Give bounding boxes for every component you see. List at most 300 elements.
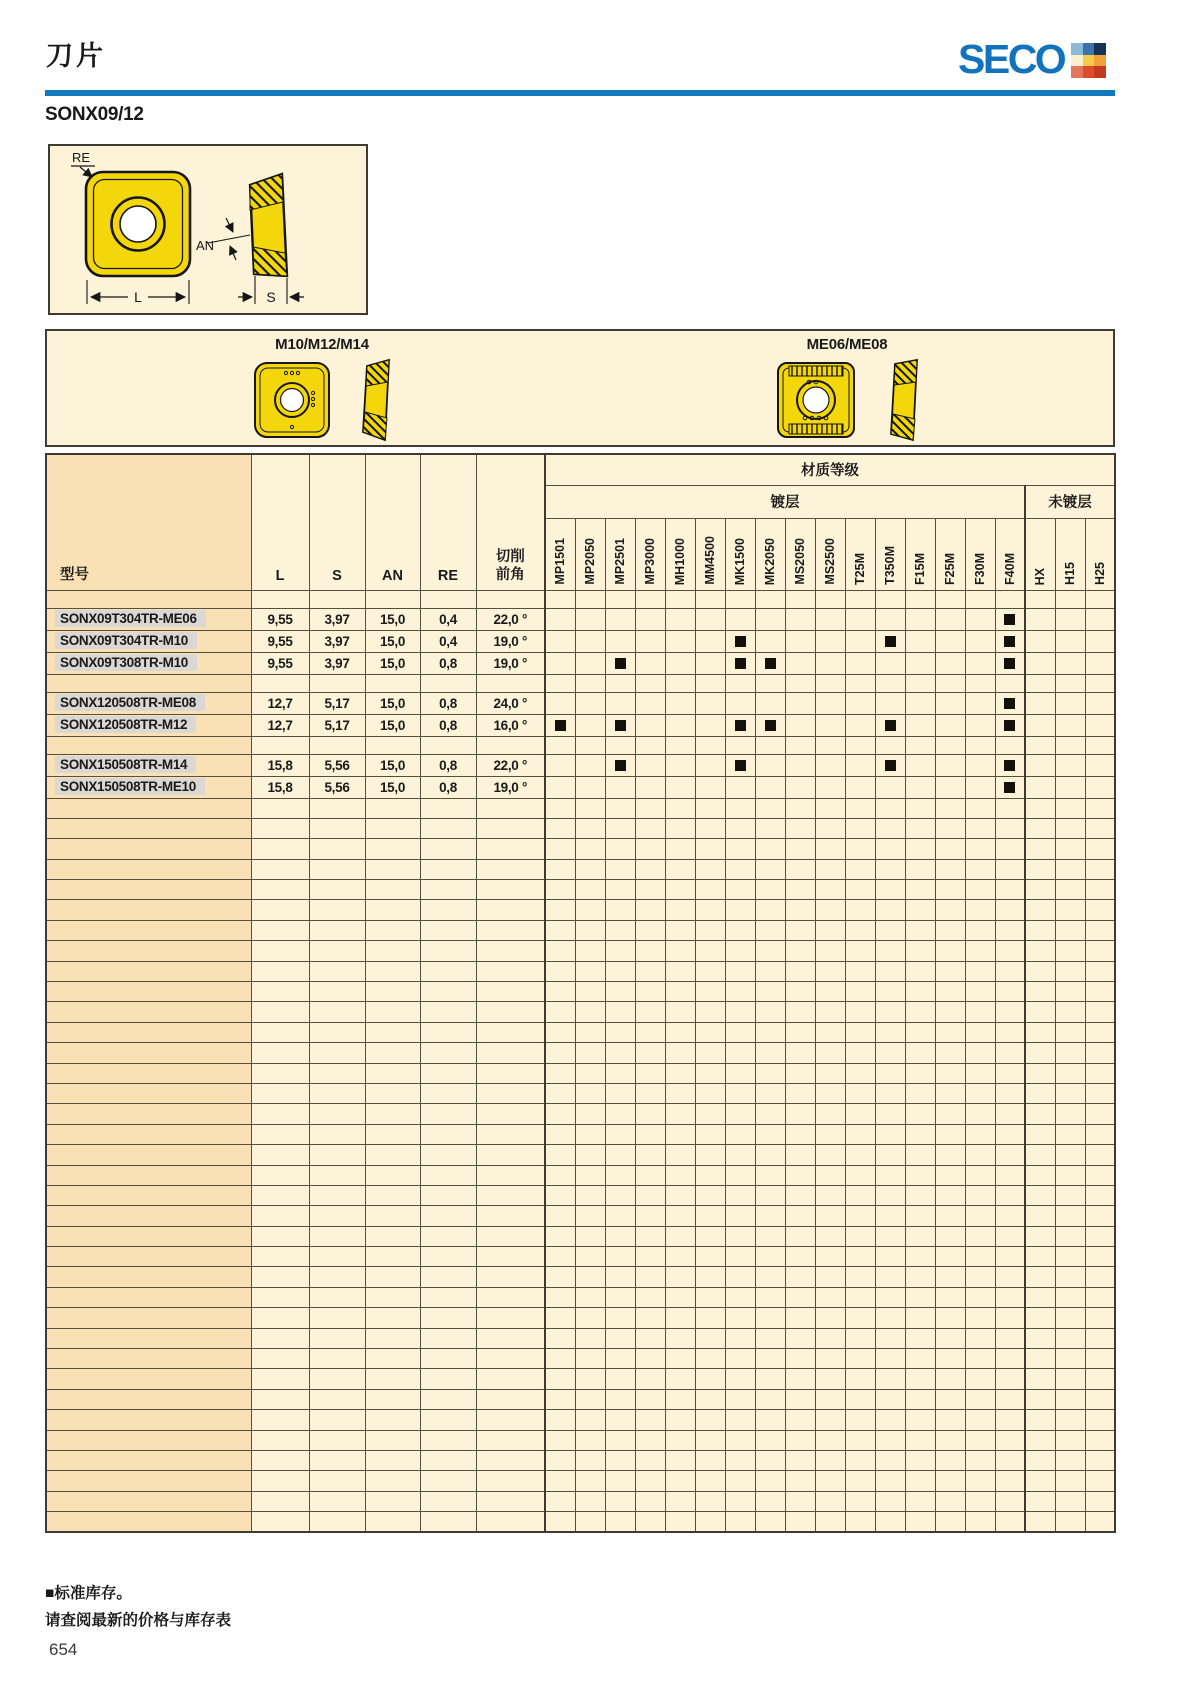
table-row [46, 608, 1115, 630]
page-title: 刀片 [46, 41, 106, 71]
grade-stock-cell [845, 652, 875, 674]
grade-stock-cell [905, 608, 935, 630]
empty-row [46, 1145, 1115, 1165]
column-header-l: L [251, 454, 309, 590]
grade-stock-cell [755, 652, 785, 674]
empty-row [46, 1043, 1115, 1063]
grade-stock-cell [995, 608, 1025, 630]
grade-stock-cell [605, 692, 635, 714]
grade-stock-cell [845, 608, 875, 630]
grade-stock-cell [1055, 630, 1085, 652]
grade-stock-cell [695, 714, 725, 736]
grade-stock-cell [695, 754, 725, 776]
grade-column-header [575, 518, 605, 590]
grade-stock-cell [815, 652, 845, 674]
empty-row [46, 1267, 1115, 1287]
table-row [46, 776, 1115, 798]
empty-row [46, 1022, 1115, 1042]
banner-label-m: M10/M12/M14 [275, 336, 369, 353]
empty-row [46, 1165, 1115, 1185]
grade-stock-cell [995, 714, 1025, 736]
grade-label: T350M [883, 546, 897, 585]
grade-stock-cell [905, 754, 935, 776]
grade-stock-cell [815, 776, 845, 798]
value-cell-s: 3,97 [309, 630, 365, 652]
grade-stock-cell [965, 608, 995, 630]
grade-stock-cell [755, 714, 785, 736]
stock-marker [885, 760, 896, 771]
grade-stock-cell [1055, 608, 1085, 630]
model-cell [46, 776, 251, 798]
grade-stock-cell [1085, 630, 1115, 652]
grade-label: HX [1033, 567, 1048, 585]
grade-stock-cell [905, 692, 935, 714]
rake-header-line1: 切削 [495, 548, 525, 565]
grade-stock-cell [635, 754, 665, 776]
value-cell-an: 15,0 [365, 652, 420, 674]
model-label: SONX150508TR-M14 [55, 756, 196, 773]
grade-stock-cell [575, 754, 605, 776]
uncoated-group-header: 未镀层 [1025, 485, 1115, 518]
empty-row [46, 818, 1115, 838]
grade-label: H15 [1063, 562, 1077, 585]
empty-row [46, 1512, 1115, 1532]
logo-mark-square [1094, 43, 1106, 55]
empty-row [46, 1471, 1115, 1491]
grade-stock-cell [785, 608, 815, 630]
m-insert-front-icon [253, 360, 331, 440]
grade-stock-cell [785, 652, 815, 674]
stock-marker [1004, 658, 1015, 669]
page-number: 654 [49, 1640, 78, 1659]
column-header-s: S [309, 454, 365, 590]
insert-side-view [250, 174, 287, 276]
value-cell-an: 15,0 [365, 714, 420, 736]
grade-label: H25 [1092, 562, 1107, 585]
stock-marker [765, 658, 776, 669]
grade-stock-cell [935, 608, 965, 630]
grade-stock-cell [1085, 608, 1115, 630]
grade-stock-cell [725, 630, 755, 652]
model-cell [46, 608, 251, 630]
grade-label: MP2050 [583, 538, 597, 585]
empty-row [46, 1349, 1115, 1369]
grade-stock-cell [635, 692, 665, 714]
s-label: S [266, 289, 276, 305]
empty-row [46, 1389, 1115, 1409]
grade-column-header [755, 518, 785, 590]
grade-stock-cell [1025, 652, 1055, 674]
grade-stock-cell [545, 630, 575, 652]
empty-row [46, 1083, 1115, 1103]
grade-column-header [635, 518, 665, 590]
grade-column-header [875, 518, 905, 590]
value-cell-l: 12,7 [251, 714, 309, 736]
empty-row [46, 1308, 1115, 1328]
grade-stock-cell [935, 754, 965, 776]
grade-column-header [905, 518, 935, 590]
logo-mark-square [1094, 55, 1106, 67]
grade-column-header [545, 518, 575, 590]
grade-stock-cell [725, 714, 755, 736]
grade-stock-cell [665, 692, 695, 714]
stock-marker [615, 658, 626, 669]
empty-row [46, 1185, 1115, 1205]
stock-marker [1004, 636, 1015, 647]
grade-stock-cell [965, 714, 995, 736]
grade-column-header [815, 518, 845, 590]
stock-marker [735, 720, 746, 731]
column-header-model: 型号 [46, 454, 251, 590]
empty-row [46, 1287, 1115, 1307]
grade-stock-cell [575, 608, 605, 630]
stock-marker [735, 760, 746, 771]
grade-label: F40M [1002, 553, 1017, 585]
table-row [46, 692, 1115, 714]
seco-logo-text: SECO [958, 36, 1065, 82]
grade-stock-cell [785, 754, 815, 776]
grade-column-header [1085, 518, 1115, 590]
footnote-price-line: 请查阅最新的价格与库存表 [45, 1612, 232, 1629]
grade-stock-cell [905, 776, 935, 798]
grade-stock-cell [575, 692, 605, 714]
grade-stock-cell [845, 776, 875, 798]
grade-stock-cell [1025, 608, 1055, 630]
value-cell-s: 5,56 [309, 776, 365, 798]
grade-stock-cell [935, 776, 965, 798]
grade-stock-cell [995, 692, 1025, 714]
dimension-diagram-svg [50, 146, 366, 313]
grade-stock-cell [635, 652, 665, 674]
grade-stock-cell [935, 652, 965, 674]
section-title: SONX09/12 [45, 104, 144, 125]
banner-group-m [152, 336, 492, 442]
stock-marker [1004, 782, 1015, 793]
grade-stock-cell [935, 630, 965, 652]
grade-stock-cell [575, 714, 605, 736]
grade-column-header [695, 518, 725, 590]
grade-stock-cell [695, 776, 725, 798]
value-cell-rake: 22,0 ° [476, 608, 545, 630]
empty-row [46, 1002, 1115, 1022]
an-label: AN [196, 238, 215, 253]
grade-stock-cell [755, 754, 785, 776]
model-label: SONX120508TR-ME08 [55, 694, 205, 711]
grade-label: MK1500 [733, 537, 747, 585]
grade-stock-cell [815, 630, 845, 652]
empty-row [46, 859, 1115, 879]
banner-label-me: ME06/ME08 [806, 336, 888, 353]
grade-label: F15M [913, 553, 927, 585]
value-cell-re: 0,8 [420, 776, 476, 798]
logo-mark-square [1083, 55, 1095, 67]
logo-mark-square [1083, 43, 1095, 55]
rake-header-line2: 前角 [495, 566, 525, 583]
grade-stock-cell [785, 714, 815, 736]
grade-column-header [935, 518, 965, 590]
grade-column-header [665, 518, 695, 590]
grade-stock-cell [605, 630, 635, 652]
grade-stock-cell [1025, 776, 1055, 798]
logo-mark-square [1071, 43, 1083, 55]
grade-label: MP2501 [613, 538, 627, 585]
logo-mark-square [1083, 66, 1095, 78]
grade-stock-cell [545, 776, 575, 798]
grade-stock-cell [965, 630, 995, 652]
grade-label: MS2050 [793, 538, 807, 585]
grade-stock-cell [965, 776, 995, 798]
grade-stock-cell [545, 608, 575, 630]
empty-row [46, 920, 1115, 940]
insert-spec-table [45, 453, 1116, 1533]
value-cell-l: 15,8 [251, 776, 309, 798]
grade-stock-cell [725, 776, 755, 798]
empty-row [46, 1328, 1115, 1348]
table-row [46, 652, 1115, 674]
grade-stock-cell [1025, 692, 1055, 714]
grade-stock-cell [635, 608, 665, 630]
grade-stock-cell [725, 754, 755, 776]
value-cell-rake: 16,0 ° [476, 714, 545, 736]
seco-logo-mark-icon [1071, 43, 1106, 78]
grade-label: MH1000 [673, 537, 687, 585]
grade-stock-cell [1025, 714, 1055, 736]
model-label: SONX09T308TR-M10 [55, 654, 197, 671]
stock-marker [765, 720, 776, 731]
value-cell-re: 0,4 [420, 630, 476, 652]
grade-stock-cell [605, 754, 635, 776]
insert-dimension-diagram [48, 144, 368, 315]
grade-stock-cell [635, 714, 665, 736]
grade-stock-cell [875, 652, 905, 674]
grade-stock-cell [725, 692, 755, 714]
grade-stock-cell [1085, 652, 1115, 674]
grade-stock-cell [845, 692, 875, 714]
spacer-row [46, 736, 1115, 754]
model-label: SONX150508TR-ME10 [55, 778, 205, 795]
coated-group-header: 镀层 [545, 485, 1025, 518]
value-cell-l: 9,55 [251, 608, 309, 630]
model-label: SONX09T304TR-ME06 [55, 610, 206, 627]
spacer-row [46, 674, 1115, 692]
value-cell-s: 3,97 [309, 652, 365, 674]
grade-label: MP3000 [643, 538, 657, 585]
empty-row [46, 1124, 1115, 1144]
grade-stock-cell [875, 714, 905, 736]
stock-marker [1004, 760, 1015, 771]
column-header-re: RE [420, 454, 476, 590]
grade-stock-cell [905, 714, 935, 736]
grade-stock-cell [605, 714, 635, 736]
empty-row [46, 839, 1115, 859]
grade-stock-cell [755, 776, 785, 798]
grade-stock-cell [695, 652, 725, 674]
value-cell-re: 0,8 [420, 652, 476, 674]
empty-row [46, 880, 1115, 900]
l-label: L [134, 289, 142, 305]
column-header-an: AN [365, 454, 420, 590]
stock-marker [885, 636, 896, 647]
value-cell-re: 0,8 [420, 692, 476, 714]
grade-stock-cell [1055, 692, 1085, 714]
value-cell-rake: 19,0 ° [476, 776, 545, 798]
empty-row [46, 1247, 1115, 1267]
grade-stock-cell [875, 692, 905, 714]
grade-group-header: 材质等级 [545, 454, 1115, 485]
grade-label: MP1501 [553, 538, 568, 585]
grade-stock-cell [695, 608, 725, 630]
table-row [46, 754, 1115, 776]
logo-mark-square [1071, 66, 1083, 78]
model-cell [46, 714, 251, 736]
me-insert-side-icon [887, 358, 919, 442]
grade-stock-cell [1025, 754, 1055, 776]
grade-column-header [1025, 518, 1055, 590]
model-label: SONX120508TR-M12 [55, 716, 196, 733]
grade-column-header [605, 518, 635, 590]
value-cell-rake: 22,0 ° [476, 754, 545, 776]
value-cell-an: 15,0 [365, 776, 420, 798]
re-label: RE [72, 150, 91, 165]
grade-stock-cell [1055, 714, 1085, 736]
grade-label: F25M [943, 553, 957, 585]
grade-stock-cell [845, 754, 875, 776]
empty-row [46, 1369, 1115, 1389]
grade-stock-cell [995, 754, 1025, 776]
model-cell [46, 692, 251, 714]
grade-stock-cell [965, 692, 995, 714]
value-cell-s: 5,17 [309, 692, 365, 714]
grade-stock-cell [875, 630, 905, 652]
grade-stock-cell [1055, 754, 1085, 776]
grade-label: T25M [853, 553, 867, 585]
empty-row [46, 798, 1115, 818]
value-cell-re: 0,4 [420, 608, 476, 630]
empty-row [46, 1063, 1115, 1083]
grade-stock-cell [935, 714, 965, 736]
empty-row [46, 1104, 1115, 1124]
grade-stock-cell [665, 608, 695, 630]
value-cell-l: 9,55 [251, 652, 309, 674]
table-row [46, 630, 1115, 652]
grade-stock-cell [1055, 776, 1085, 798]
grade-stock-cell [665, 754, 695, 776]
grade-stock-cell [575, 652, 605, 674]
grade-stock-cell [875, 776, 905, 798]
grade-stock-cell [995, 776, 1025, 798]
grade-stock-cell [635, 776, 665, 798]
grade-stock-cell [845, 714, 875, 736]
me-insert-front-icon [775, 360, 857, 440]
grade-column-header [1055, 518, 1085, 590]
stock-marker [615, 720, 626, 731]
grade-stock-cell [785, 776, 815, 798]
insert-variants-banner [45, 329, 1115, 447]
grade-stock-cell [785, 692, 815, 714]
grade-stock-cell [905, 652, 935, 674]
empty-row [46, 982, 1115, 1002]
grade-stock-cell [815, 754, 845, 776]
grade-stock-cell [665, 714, 695, 736]
logo-mark-square [1094, 66, 1106, 78]
model-cell [46, 754, 251, 776]
empty-row [46, 1451, 1115, 1471]
value-cell-s: 3,97 [309, 608, 365, 630]
stock-marker [615, 760, 626, 771]
grade-stock-cell [965, 754, 995, 776]
grade-stock-cell [545, 692, 575, 714]
banner-group-me [677, 336, 1017, 442]
grade-stock-cell [875, 754, 905, 776]
logo-mark-square [1071, 55, 1083, 67]
grade-stock-cell [545, 754, 575, 776]
grade-column-header [845, 518, 875, 590]
model-label: SONX09T304TR-M10 [55, 632, 197, 649]
table-row [46, 714, 1115, 736]
grade-label: MS2500 [823, 538, 837, 585]
value-cell-rake: 24,0 ° [476, 692, 545, 714]
grade-column-header [995, 518, 1025, 590]
grade-stock-cell [605, 776, 635, 798]
empty-row [46, 1410, 1115, 1430]
grade-stock-cell [815, 608, 845, 630]
empty-row [46, 900, 1115, 920]
stock-marker [1004, 614, 1015, 625]
grade-stock-cell [725, 608, 755, 630]
value-cell-l: 15,8 [251, 754, 309, 776]
value-cell-l: 9,55 [251, 630, 309, 652]
grade-stock-cell [1085, 754, 1115, 776]
grade-stock-cell [1085, 692, 1115, 714]
grade-stock-cell [905, 630, 935, 652]
stock-marker [885, 720, 896, 731]
grade-label: MK2050 [763, 537, 777, 585]
grade-stock-cell [605, 652, 635, 674]
grade-stock-cell [845, 630, 875, 652]
grade-column-header [965, 518, 995, 590]
grade-stock-cell [695, 630, 725, 652]
empty-row [46, 1491, 1115, 1511]
grade-stock-cell [965, 652, 995, 674]
grade-stock-cell [875, 608, 905, 630]
spacer-row [46, 590, 1115, 608]
grade-stock-cell [995, 630, 1025, 652]
grade-stock-cell [665, 652, 695, 674]
value-cell-re: 0,8 [420, 754, 476, 776]
column-header-rake [476, 454, 545, 590]
seco-logo [958, 36, 1106, 82]
grade-column-header [725, 518, 755, 590]
grade-stock-cell [815, 714, 845, 736]
grade-stock-cell [995, 652, 1025, 674]
grade-stock-cell [1085, 776, 1115, 798]
grade-column-header [785, 518, 815, 590]
grade-stock-cell [755, 630, 785, 652]
stock-marker [1004, 698, 1015, 709]
grade-stock-cell [1085, 714, 1115, 736]
grade-stock-cell [755, 692, 785, 714]
grade-label: MM4500 [703, 536, 717, 585]
footnote-stock-line: ■标准库存。 [45, 1585, 132, 1602]
grade-stock-cell [665, 776, 695, 798]
empty-row [46, 1430, 1115, 1450]
grade-stock-cell [545, 714, 575, 736]
insert-front-view [86, 172, 190, 276]
value-cell-an: 15,0 [365, 754, 420, 776]
value-cell-s: 5,56 [309, 754, 365, 776]
model-cell [46, 630, 251, 652]
grade-stock-cell [545, 652, 575, 674]
